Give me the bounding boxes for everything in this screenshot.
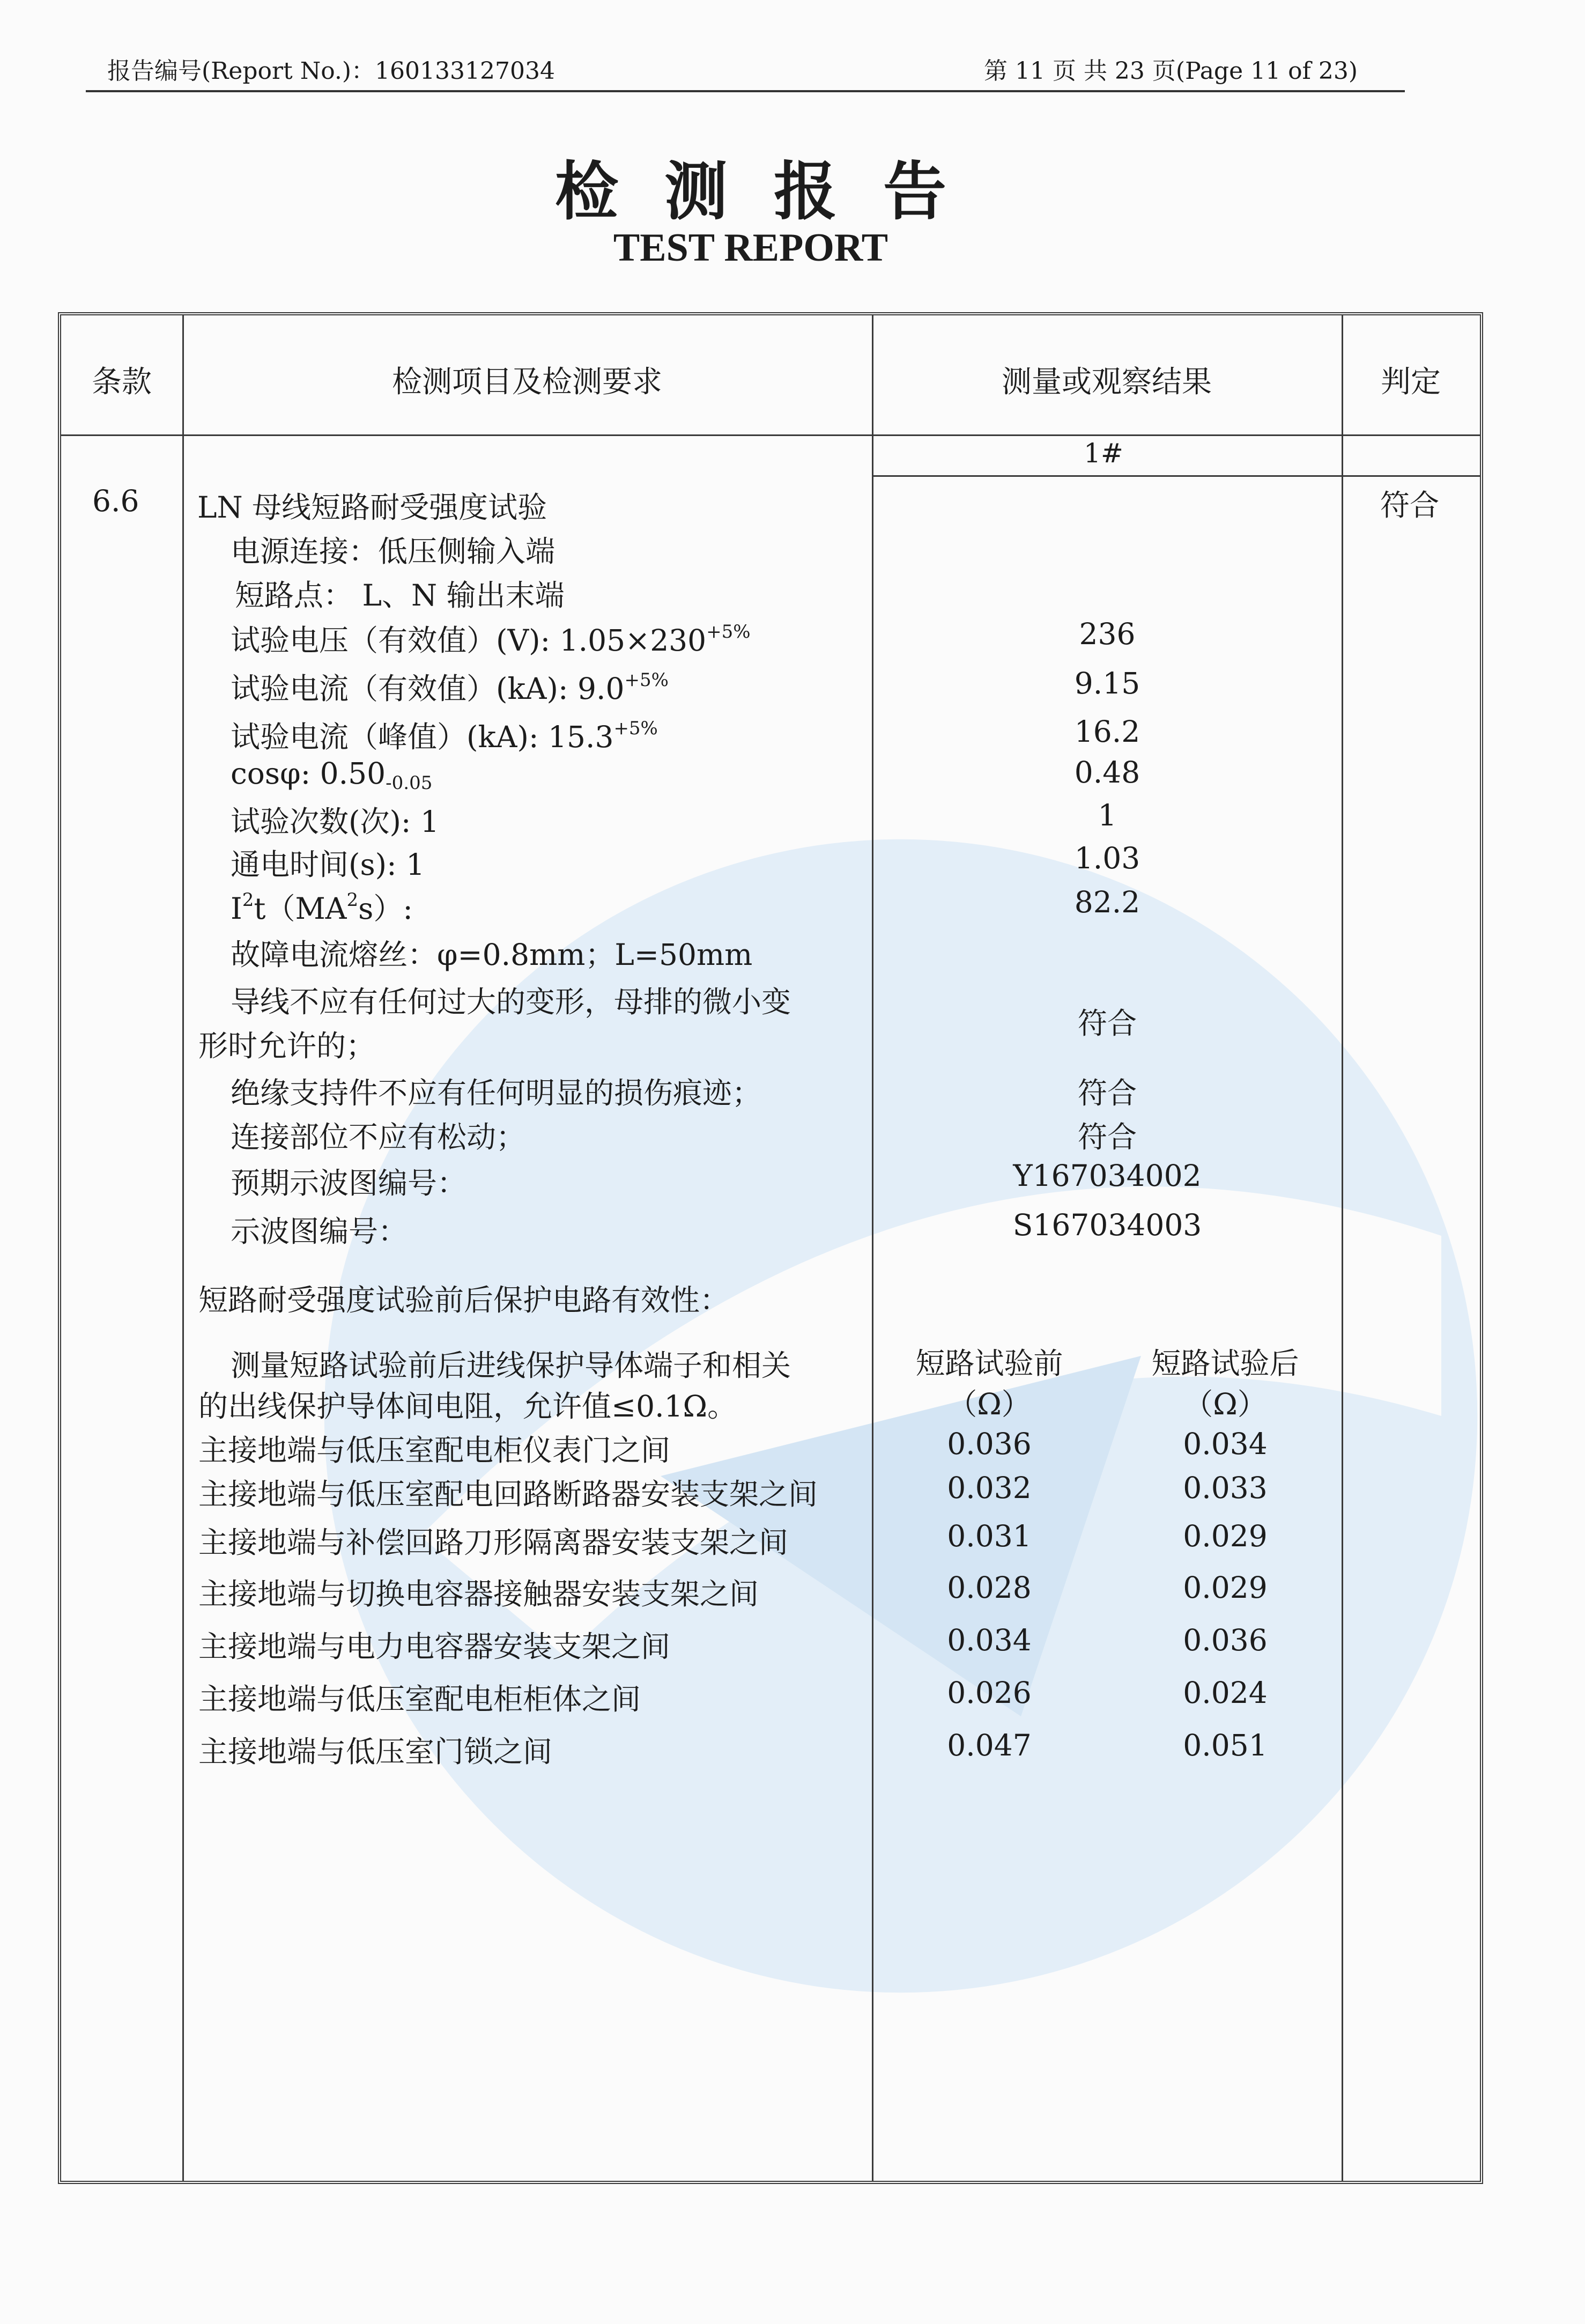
- resistance-after: 0.029: [1183, 1570, 1268, 1605]
- page-indicator: 第 11 页 共 23 页(Page 11 of 23): [984, 57, 1358, 85]
- energize-time-value: 1.03: [1074, 841, 1140, 875]
- resistance-label: 主接地端与电力电容器安装支架之间: [198, 1629, 671, 1664]
- test-current-rms-value: 9.15: [1074, 666, 1140, 700]
- cos-phi: cosφ: $0.50_{-0.05}$: [231, 756, 433, 794]
- resistance-label: 主接地端与低压室门锁之间: [198, 1735, 553, 1769]
- resistance-before: 0.034: [947, 1623, 1032, 1657]
- measure-line1: 测量短路试验前后进线保护导体端子和相关: [231, 1348, 791, 1383]
- col-divider: [182, 315, 184, 2181]
- deformation-line2: 形时允许的；: [198, 1029, 376, 1063]
- resistance-before: 0.028: [947, 1570, 1032, 1605]
- resistance-after: 0.034: [1183, 1427, 1268, 1461]
- test-count-value: 1: [1098, 798, 1117, 832]
- header-verdict: 判定: [1381, 365, 1441, 400]
- connection-requirement: 连接部位不应有松动；: [231, 1120, 526, 1154]
- power-connection: 电源连接：低压侧输入端: [231, 534, 556, 569]
- col-divider: [1342, 315, 1343, 2181]
- test-current-peak: 试验电流（峰值）(kA): $15.3^{+5\%}$: [231, 718, 658, 754]
- resistance-before: 0.036: [947, 1427, 1032, 1461]
- resistance-label: 主接地端与切换电容器接触器安装支架之间: [198, 1577, 759, 1611]
- i2t-value: 82.2: [1074, 885, 1140, 919]
- i2t: $I^2t(MA^2s)$:: [231, 889, 413, 926]
- resistance-after: 0.029: [1183, 1519, 1268, 1553]
- measure-line2: 的出线保护导体间电阻，允许值≤0.1Ω。: [198, 1389, 737, 1423]
- col-before: 短路试验前: [915, 1346, 1063, 1381]
- deformation-line1: 导线不应有任何过大的变形，母排的微小变: [231, 985, 791, 1019]
- sample-label: 1#: [1084, 438, 1123, 469]
- test-current-rms: 试验电流（有效值）(kA): $9.0^{+5\%}$: [231, 669, 669, 706]
- resistance-after: 0.036: [1183, 1623, 1268, 1657]
- test-voltage: 试验电压（有效值）(V): $1.05\times 230^{+5\%}$: [231, 621, 751, 658]
- expected-oscillogram: 预期示波图编号：: [231, 1166, 467, 1200]
- report-title-cn: 检测报告: [554, 154, 993, 228]
- cos-phi-value: 0.48: [1074, 755, 1140, 790]
- report-title-en: TEST REPORT: [613, 226, 888, 270]
- energize-time: 通电时间(s): 1: [231, 847, 425, 882]
- protection-title: 短路耐受强度试验前后保护电路有效性：: [198, 1283, 730, 1317]
- resistance-before: 0.047: [947, 1728, 1032, 1762]
- resistance-after: 0.051: [1183, 1728, 1268, 1762]
- test-current-peak-value: 16.2: [1074, 714, 1140, 749]
- test-name: LN 母线短路耐受强度试验: [197, 490, 547, 525]
- fault-fuse: 故障电流熔丝：φ=0.8mm；L=50mm: [231, 938, 753, 972]
- expected-oscillogram-value: Y167034002: [1013, 1159, 1202, 1193]
- header-result: 测量或观察结果: [1002, 365, 1212, 400]
- resistance-label: 主接地端与低压室配电柜柜体之间: [198, 1682, 641, 1716]
- report-number: 报告编号(Report No.)：160133127034: [107, 57, 555, 85]
- connection-value: 符合: [1077, 1120, 1137, 1154]
- resistance-label: 主接地端与低压室配电回路断路器安装支架之间: [198, 1477, 818, 1511]
- resistance-before: 0.032: [947, 1471, 1032, 1505]
- col-after: 短路试验后: [1151, 1346, 1299, 1381]
- sample-divider: [872, 475, 1480, 477]
- col-divider: [872, 315, 873, 2181]
- resistance-before: 0.031: [947, 1519, 1032, 1553]
- oscillogram-value: S167034003: [1012, 1208, 1202, 1242]
- test-count: 试验次数(次): 1: [231, 805, 439, 839]
- short-circuit-point: 短路点： L、N 输出末端: [235, 578, 565, 613]
- resistance-after: 0.033: [1183, 1471, 1268, 1505]
- oscillogram: 示波图编号：: [231, 1214, 408, 1249]
- test-voltage-value: 236: [1079, 617, 1136, 651]
- header-clause: 条款: [92, 365, 152, 400]
- header-rule: [86, 90, 1405, 92]
- unit-before: （Ω）: [947, 1387, 1031, 1421]
- resistance-label: 主接地端与补偿回路刀形隔离器安装支架之间: [198, 1525, 789, 1560]
- insulation-requirement: 绝缘支持件不应有任何明显的损伤痕迹；: [231, 1076, 762, 1110]
- verdict: 符合: [1380, 488, 1440, 522]
- insulation-value: 符合: [1077, 1076, 1137, 1110]
- deformation-value: 符合: [1077, 1006, 1137, 1041]
- resistance-after: 0.024: [1183, 1676, 1268, 1710]
- clause-number: 6.6: [92, 484, 139, 518]
- resistance-before: 0.026: [947, 1676, 1032, 1710]
- unit-after: （Ω）: [1183, 1387, 1267, 1421]
- header-divider: [61, 434, 1480, 436]
- resistance-label: 主接地端与低压室配电柜仪表门之间: [198, 1433, 671, 1467]
- header-item: 检测项目及检测要求: [392, 365, 662, 400]
